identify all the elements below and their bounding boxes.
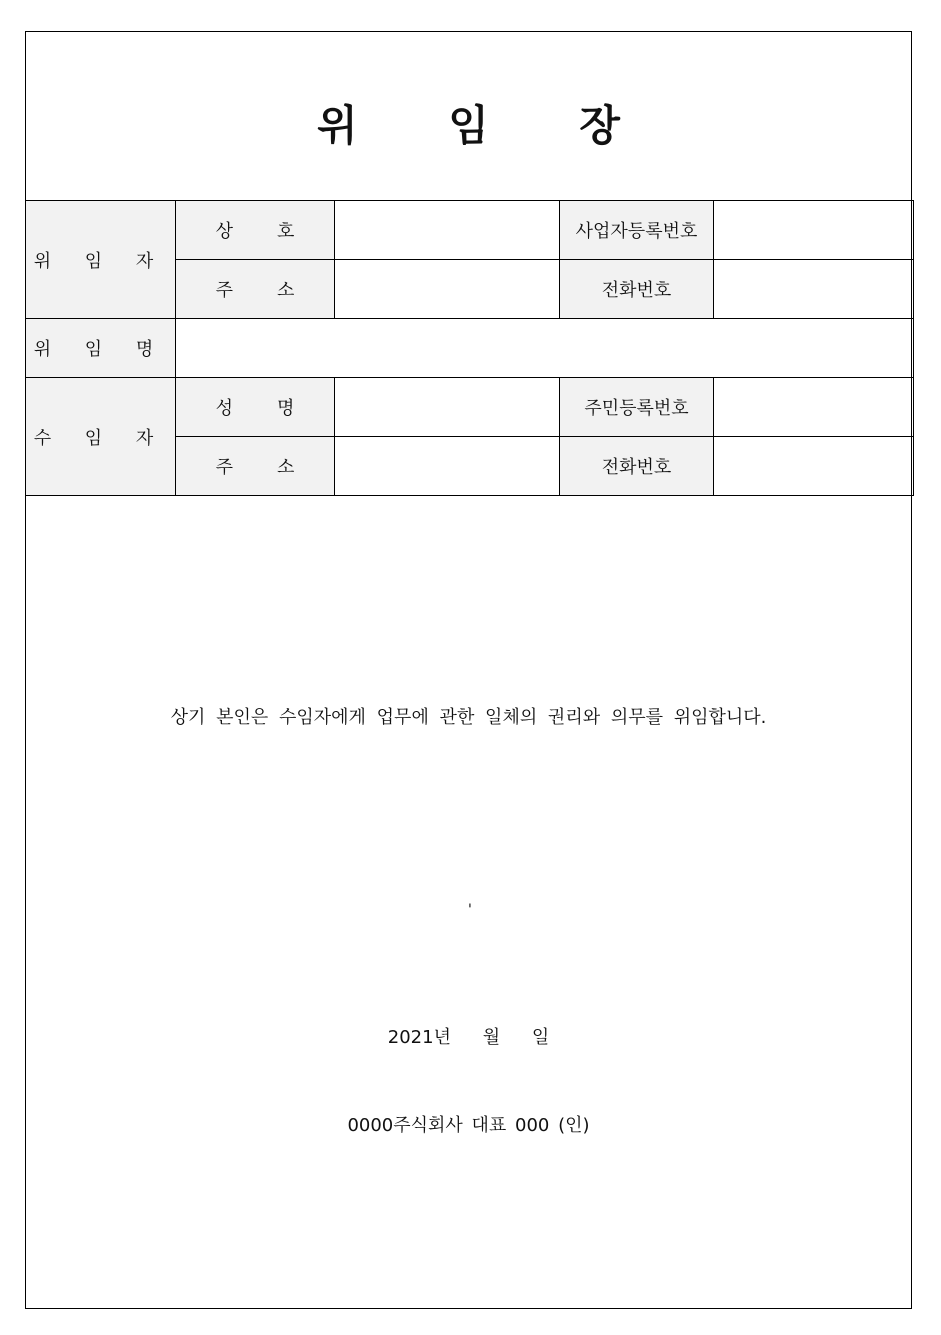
delegatee-name-label-char-1: 성 [215, 398, 233, 419]
delegatee-address-label-char-1: 주 [215, 457, 233, 478]
resident-reg-no-label: 주민등록번호 [560, 378, 714, 437]
company-signature-line: 0000주식회사 대표 000 (인) [347, 1115, 590, 1136]
business-name-label [176, 201, 335, 260]
title-area [26, 32, 911, 200]
delegatee-name-label [176, 378, 335, 437]
date-month: 월 [482, 1027, 501, 1048]
business-name-label-char-1: 상 [215, 221, 233, 242]
delegatee-address-label-char-2: 소 [277, 457, 295, 478]
business-reg-no-label: 사업자등록번호 [560, 201, 714, 260]
delegator-address-label-char-1: 주 [215, 280, 233, 301]
delegator-address-field[interactable] [335, 260, 560, 319]
business-name-label-char-2: 호 [277, 221, 295, 242]
delegatee-phone-label: 전화번호 [560, 437, 714, 496]
tick-mark: ' [468, 902, 472, 918]
delegatee-name-label-char-2: 명 [277, 398, 295, 419]
delegator-label: 위 임 자 [26, 201, 176, 319]
delegator-phone-field[interactable] [714, 260, 914, 319]
info-table [25, 200, 914, 496]
business-name-field[interactable] [335, 201, 560, 260]
resident-reg-no-field[interactable] [714, 378, 914, 437]
delegatee-address-label [176, 437, 335, 496]
delegatee-address-field[interactable] [335, 437, 560, 496]
delegator-address-label-char-2: 소 [277, 280, 295, 301]
delegatee-row-1 [26, 378, 914, 437]
delegator-phone-label: 전화번호 [560, 260, 714, 319]
document-title: 위 임 장 [317, 101, 658, 150]
delegatee-label: 수 임 자 [26, 378, 176, 496]
delegation-name-field[interactable] [176, 319, 914, 378]
business-reg-no-field[interactable] [714, 201, 914, 260]
delegatee-name-field[interactable] [335, 378, 560, 437]
delegation-document [25, 31, 912, 1309]
delegatee-phone-field[interactable] [714, 437, 914, 496]
delegator-address-label [176, 260, 335, 319]
delegator-row-1 [26, 201, 914, 260]
date-line [26, 1023, 911, 1049]
delegation-name-label: 위 임 명 [26, 319, 176, 378]
delegation-row [26, 319, 914, 378]
date-year: 2021년 [387, 1027, 451, 1048]
delegation-statement: 상기 본인은 수임자에게 업무에 관한 일체의 권리와 의무를 위임합니다. [170, 707, 767, 728]
date-day: 일 [531, 1027, 550, 1048]
